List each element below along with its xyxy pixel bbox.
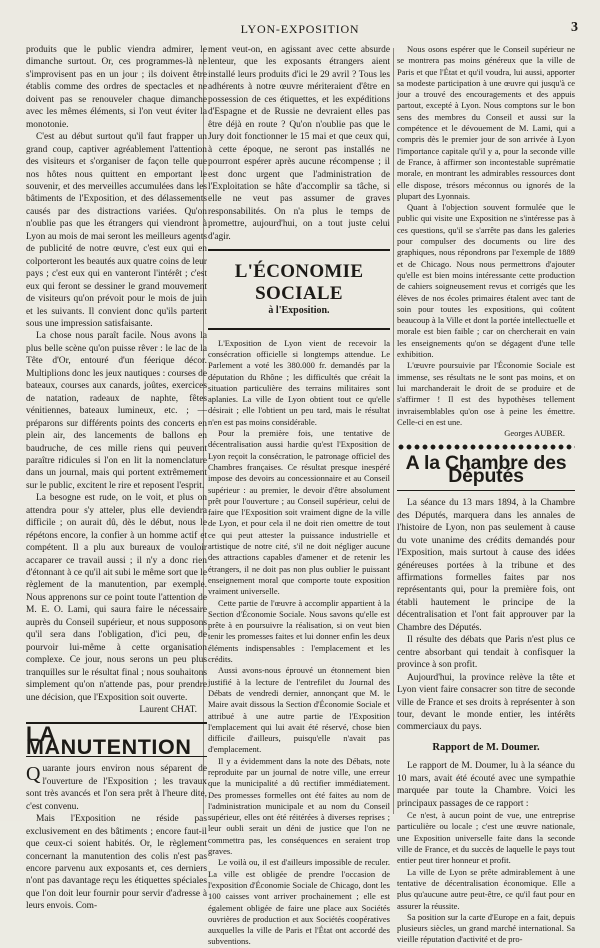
paragraph: Quarante jours environ nous séparent de l'ouverture de l'Exposition ; les travaux sont très avancés et l'on sera prêt à l'heure dite, c'est convenu. <box>26 763 207 812</box>
paragraph: La séance du 13 mars 1894, à la Chambre des Députés, marquera dans les annales de l'histoire de Lyon, non pas seulement à cause du vote unanime des crédits demandés pour l'Exposition, mais surtout à cause des idées généreuses portées à la tribune et des affirmations formelles faites par nos représentants qui, pour la première fois, ont établi hautement le principe de la décentralisation et l'ont fait approuver par la Chambre des Députés. <box>397 498 575 633</box>
newspaper-title: LYON-EXPOSITION <box>240 22 360 36</box>
paragraph: L'Exposition de Lyon vient de recevoir la consécration officielle si longtemps attendue. Le Parlement a voté les 380.000 fr. demandés par la députation du Rhône ; les difficultés que créait la situation particulière des terrains militaires sont aplanies. La ville de Lyon obtient tout ce qu'elle désirait ; elle l'obtient un peu tard, mais le résultat n'en est pas moins considérable. <box>208 337 390 427</box>
paragraph: Mais l'Exposition ne réside pas exclusivement en des bâtiments ; encore faut-il que ceux-ci soient habités. Or, le règlement concernant la manutention des colis n'est pas encore parvenu aux exposants et, ces derniers n'ont pas davantage reçu les étiquettes spéciales que l'on doit leur fournir pour servir d'adresse à leurs envois. Com- <box>26 814 207 912</box>
paragraph: Quant à l'objection souvent formulée que le public qui visite une Exposition ne s'intéresse pas à ces questions, qu'il se s'arrête pas dans les galeries pour compulser des documents ou lire des graphiques, nous répondrons par l'exemple de 1889 et de Chicago. Nous nous permettrons d'ajouter qu'elle est bien moins intéressante cette production de cahiers soigneusement revus et corrigés que les élèves de nos écoles primaires étalent avec tant de soin pour toutes les expositions, qui coûtent beaucoup à la Ville et dont la portée intellectuelle et morale est bien faible ; car on chercherait en vain les enseignements qu'on se dégagent d'une telle exhibition. <box>397 202 575 360</box>
paragraph: Cette partie de l'œuvre à accomplir appartient à la Section d'Économie Sociale. Nous savons qu'elle est prête à en poursuivre la réalisation, si on veut bien tenir les promesses faites et lui donner enfin les deux éléments indispensables : l'emplacement et les crédits. <box>208 597 390 665</box>
paragraph: Sa position sur la carte d'Europe en a fait, depuis plusieurs siècles, un grand marché international. Sa vieille réputation d'activité et de pro- <box>397 911 575 945</box>
paragraph: La ville de Lyon se prête admirablement à une tentative de décentralisation économique. Elle a plus qu'aucune autre peut-être, ce qu'il faut pour en assurer la réussite. <box>397 866 575 911</box>
paragraph: Aujourd'hui, la province relève la tête et Lyon vient faire consacrer son titre de seconde ville de France et ses droits à représenter à son tour, devant le monde entier, les intérêts commerciaux du pays. <box>397 672 575 733</box>
paragraph: La chose nous paraît facile. Nous avons la plus belle scène qu'on puisse rêver : le lac de la Tête d'Or, entouré d'un féerique décor. Multiplions donc les jeux nautiques : courses de bateaux, courses aux canards, joûtes, exercices de natation, radeaux de naphte, fêtes vénitiennes, bateaux lumineux, etc. ; — préparons sur différents points des concerts en plein air, des lancements de ballons en baudruche, de ces mille riens qui peuvent paraître ridicules si l'on en lit la nomenclature dans un journal, mais qui portent extrêmement sur le public, excitent le rire et reposent l'esprit. <box>26 331 207 491</box>
paragraph: produits que le public viendra admirer, le dimanche surtout. Or, ces programmes-là ne s'improvisent pas en un jour ; ils doivent être établis comme des ordres de spectacles et ne doivent pas se renouveler chaque dimanche avec les mêmes éléments, si l'on veut éviter la monotonie. <box>26 45 207 130</box>
column-1 <box>26 44 207 912</box>
divider <box>397 490 575 491</box>
paragraph: Pour la première fois, une tentative de décentralisation aussi hardie qu'est l'Exposition de Lyon reçoit la consécration, le patronage officiel des Chambres françaises. Ce résultat presque inespéré impose des devoirs au concessionnaire et au Conseil supérieur : au premier, le devoir d'être absolument prêt pour l'ouverture ; au Conseil supérieur, celui de faire que l'Exposition soit vraiment digne de la ville de Lyon, et pour cela il ne doit rien omettre de tout ce qui peut attester la puissance industrielle et artistique de notre cité, s'il ne doit négliger aucune des attractions capables d'amener et de retenir les étrangers, il ne doit pas non plus oublier le puissant enseignement moral que comporte toute exposition vraiment universelle. <box>208 428 390 597</box>
column-2 <box>208 44 390 947</box>
page-header <box>0 0 600 46</box>
paragraph: La besogne est rude, on le voit, et plus on attendra pour s'y atteler, plus elle deviendra difficile ; on aurait dû, dès le début, nous le répétons encore, la confier à un homme actif et compétent. Il a plu aux bureaux de vouloir accaparer ce travail aussi ; il n'y a donc rien d'étonnant à ce qu'il ait subi le même sort que le règlement de la manutention, par exemple. Nous apprenons sur ce point toute l'attention de M. E. O. Lami, qui saura faire le nécessaire auprès du Conseil supérieur, et nous supposons qu'il sera dans l'obligation, d'ici peu, de pourvoir lui-même à cette organisation complexe. Ce jour, nous serons un peu plus tranquilles sur le résultat final ; nous souhaitons simplement qu'on n'attende pas, pour prendre une décision, que l'Exposition soit ouverte. <box>26 493 207 703</box>
ornament-border <box>397 443 575 451</box>
paragraph: C'est au début surtout qu'il faut frapper un grand coup, captiver agréablement l'attention des visiteurs et s'organiser de façon telle que nos hôtes nous quittent en emportant le souvenir, et des merveilles accumulées dans les bâtiments de l'Exposition, et des délassements causés par des distractions variées. Qu'on n'oublie pas que les étrangers qui viendront à Lyon au mois de mai seront les meilleurs agents de publicité de notre œuvre, c'est eux qui en colporteront les beautés aux quatre coins de leur pays ; c'est eux qui en vanteront l'intérêt ; c'est eux qui feront se dessiner le grand mouvement de visiteurs qu'on prévoit pour le mois de juin et les suivants. Il convient donc qu'ils partent sous une impression satisfaisante. <box>26 132 207 329</box>
author-signature: Georges AUBER. <box>504 428 565 439</box>
column-rule <box>393 48 394 814</box>
subheadline-rapport: Rapport de M. Doumer. <box>432 741 540 753</box>
paragraph: ment veut-on, en agissant avec cette absurde lenteur, que les exposants étrangers aient installé leurs produits d'ici le 29 avril ? Tous les adhérents à notre œuvre mériteraient d'être en possession de ces étiquettes, et les expéditions d'Espagne et de Russie ne devraient elles pas être déjà en route ? Qu'on n'oublie pas que le Jury doit fonctionner le 15 mai et que ceux qui, à cette époque, ne seront pas installés ne pourront espérer après aucune récompense ; il est donc urgent que l'administration de l'Exploitation se hâte d'accomplir sa tâche, si elle ne veut pas assumer de graves responsabilités. On n'a plus le temps de promettre, aujourd'hui, on a tout juste celui d'agir. <box>208 45 390 242</box>
paragraph: Le voilà ou, il est d'ailleurs impossible de reculer. La ville est obligée de prendre l'occasion de l'exposition d'Économie Sociale de Chicago, dont les 100 caisses vont arriver prochainement ; elle est également obligée de faire une place aux Sociétés ouvrières de production et aux Sociétés coopératives auxquelles la ville de Paris et l'État ont accordé des subventions. <box>208 857 390 947</box>
paragraph: Il y a évidemment dans la note des Débats, note reproduite par un journal de notre ville, une erreur que la municipalité a dû rectifier immédiatement. Des promesses formelles ont été faites au nom de l'administration municipale et au nom du Conseil supérieur, elles ont été réitérées à diverses reprises ; leur oubli serait un déni de justice que l'on ne commettra pas, les conséquences en seraient trop graves. <box>208 755 390 857</box>
paragraph: Le rapport de M. Doumer, lu à la séance du 10 mars, avait été écouté avec une sympathie marquée par toute la Chambre. Voici les principaux passages de ce rapport : <box>397 761 575 809</box>
headline-frame <box>208 249 390 329</box>
headline-chambre-deputes: A la Chambre des Députés <box>405 452 567 487</box>
paragraph: Il résulte des débats que Paris n'est plus ce centre absorbant qui tendait à confisquer la province à son profit. <box>397 635 575 671</box>
author-signature: Laurent CHAT. <box>139 705 197 716</box>
headline-economie-sociale: L'ÉCONOMIE SOCIALE <box>234 261 364 305</box>
page-number: 3 <box>571 20 578 35</box>
paragraph: L'œuvre poursuivie par l'Économie Sociale est immense, ses résultats ne le sont pas moins, et on lui marchanderait le droit de se produire et de s'affirmer ! Il est des hypothèses tellement invraisemblables qu'on ose à peine les émettre. Celle-ci en est une. <box>397 360 575 427</box>
paragraph: Ce n'est, à aucun point de vue, une entreprise particulière ou locale ; c'est une œuvre nationale, une Exposition universelle faite dans la seconde ville de France, et du succès de laquelle le pays tout entier peut tirer honneur et profit. <box>397 810 575 866</box>
paragraph: Aussi avons-nous éprouvé un étonnement bien justifié à la lecture de l'entrefilet du Journal des Débats de vendredi dernier, annonçant que M. le Maire avait dissous la Section d'Économie Sociale et attribué à une autre partie de l'Exposition l'emplacement qui lui avait été réservé, chose bien difficile d'ailleurs, puisqu'elle n'avait pas d'emplacement. <box>208 665 390 755</box>
paragraph: Nous osons espérer que le Conseil supérieur ne se montrera pas moins généreux que la ville de Paris et que l'État et qu'il voudra, lui aussi, apporter sa modeste participation à une œuvre qui jusqu'à ce jour a trouvé des encouragements et des appuis partout, excepté à Lyon. Nous comptons sur le bon sens des membres du Conseil et aussi sur la compétence et le dévouement de M. Lami, qui a compris dès le premier jour de son arrivée à Lyon l'importance capitale qu'il y a, pour la seconde ville de France, à affirmer son incontestable suprématie morale, en montrant les admirables ressources dont elle dispose, trésors méconnus ou ignorés de la plupart des Lyonnais. <box>397 44 575 201</box>
headline-manutention: LA MANUTENTION <box>26 722 207 757</box>
column-3 <box>397 44 575 945</box>
headline-subtitle: à l'Exposition. <box>268 305 330 317</box>
